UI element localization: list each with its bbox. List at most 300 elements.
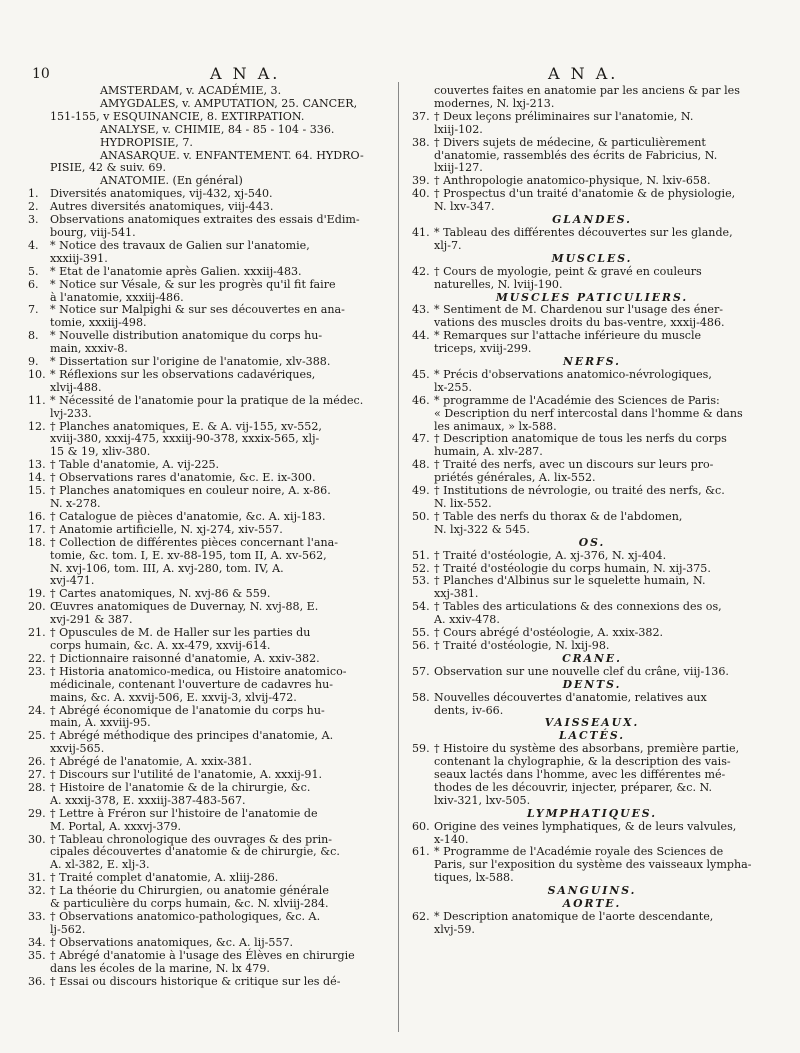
entry-number: 60.	[412, 819, 430, 833]
entry-line: M. Portal, A. xxxvj-379.	[50, 819, 182, 833]
entry-line: * Précis d'observations anatomico-névrologiques,	[434, 367, 712, 381]
entry-text	[434, 137, 772, 176]
entry-line: N. lxj-322 & 545.	[434, 522, 530, 536]
entry-line: xvj-471.	[50, 574, 95, 588]
entry-line: les animaux, » lx-588.	[434, 419, 557, 433]
entry-number: 12.	[28, 419, 46, 433]
entry-line: Paris, sur l'exposition du système des vaisseaux lympha-	[434, 858, 752, 872]
entry-line: corps humain, &c. A. xx-479, xxvij-614.	[50, 638, 271, 652]
entry-line: † Traité d'ostéologie, A. xj-376, N. xj-404.	[434, 548, 667, 562]
index-entry	[28, 769, 388, 782]
entry-number: 54.	[412, 600, 430, 614]
entry-line: * Sentiment de M. Chardenou sur l'usage des éner-	[434, 303, 724, 317]
header-line: ANALYSE, v. CHIMIE, 84 - 85 - 104 - 336.	[100, 122, 335, 136]
entry-number: 30.	[28, 832, 46, 846]
entry-line: xxj-381.	[434, 587, 479, 601]
entry-line: † Observations rares d'anatomie, &c. E. ix-300.	[50, 471, 316, 485]
section-heading: LYMPHATIQUES.	[527, 806, 657, 820]
entry-text	[50, 266, 388, 279]
entry-line: † Histoire du système des absorbans, première partie,	[434, 742, 740, 756]
entry-line: lvj-233.	[50, 406, 92, 420]
entry-line: thodes de les découvrir, injecter, préparer, &c. N.	[434, 780, 713, 794]
entry-text	[434, 846, 772, 885]
entry-number: 38.	[412, 135, 430, 149]
entry-line: † Abrégé économique de l'anatomie du corps hu-	[50, 703, 325, 717]
entry-text	[50, 976, 388, 989]
entry-line: xxvij-565.	[50, 742, 105, 756]
entry-text	[50, 330, 388, 356]
index-entry	[412, 666, 772, 679]
index-entry	[412, 692, 772, 718]
entry-line: † Cours de myologie, peint & gravé en couleurs	[434, 264, 702, 278]
entry-text	[50, 885, 388, 911]
index-entry	[412, 601, 772, 627]
entry-line: † Planches d'Albinus sur le squelette humain, N.	[434, 574, 706, 588]
entry-line: Nouvelles découvertes d'anatomie, relatives aux	[434, 690, 707, 704]
entry-number: 33.	[28, 910, 46, 923]
entry-number: 27.	[28, 768, 46, 782]
entry-number: 34.	[28, 935, 46, 949]
header-line: PISIE, 42 & suiv. 69.	[50, 161, 167, 175]
entry-line: † Dictionnaire raisonné d'anatomie, A. xxiv-382.	[50, 651, 320, 665]
entry-line: main, A. xxviij-95.	[50, 716, 151, 730]
index-entry	[412, 227, 772, 253]
entry-line: xviij-380, xxxij-475, xxxiij-90-378, xxxix-565, xlj-	[50, 432, 320, 446]
entry-line: xlj-7.	[434, 238, 462, 252]
entry-line: † Histoire de l'anatomie & de la chirurgie, &c.	[50, 780, 311, 794]
entry-line: xxxiij-391.	[50, 251, 108, 265]
entry-number: 16.	[28, 509, 46, 523]
entry-number: 31.	[28, 871, 46, 885]
entry-line: † Planches anatomiques, E. & A. vij-155, xv-552,	[50, 419, 322, 433]
entry-line: A. xl-382, E. xlj-3.	[50, 858, 150, 872]
entry-line: † Observations anatomiques, &c. A. lij-557.	[50, 935, 294, 949]
entry-line: † Deux leçons préliminaires sur l'anatomie, N.	[434, 109, 694, 123]
index-entry	[28, 537, 388, 589]
entry-text	[50, 808, 388, 834]
entry-line: † Prospectus d'un traité d'anatomie & de physiologie,	[434, 187, 736, 201]
index-entry	[28, 511, 388, 524]
entry-number: 59.	[412, 742, 430, 756]
entry-number: 10.	[28, 367, 46, 381]
entry-line: 15 & 19, xliv-380.	[50, 445, 151, 459]
entry-number: 61.	[412, 845, 430, 859]
entry-line: lxiij-102.	[434, 122, 483, 136]
entry-number: 3.	[28, 213, 39, 227]
entry-line: † Description anatomique de tous les nerfs du corps	[434, 432, 727, 446]
index-entry	[412, 743, 772, 808]
index-entry	[412, 550, 772, 563]
entry-line: † Discours sur l'utilité de l'anatomie, A. xxxij-91.	[50, 768, 323, 782]
entry-line: A. xxxij-378, E. xxxiij-387-483-567.	[50, 793, 246, 807]
index-entry	[28, 266, 388, 279]
entry-number: 47.	[412, 432, 430, 446]
entry-number: 19.	[28, 587, 46, 601]
section-heading: DENTS.	[562, 677, 622, 691]
entry-text	[434, 395, 772, 434]
entry-text	[434, 111, 772, 137]
entry-line: † Divers sujets de médecine, & particulièrement	[434, 135, 706, 149]
entry-number: 6.	[28, 277, 39, 291]
entry-text	[434, 821, 772, 847]
entry-text	[50, 666, 388, 705]
entry-number: 58.	[412, 690, 430, 704]
entry-line: * programme de l'Académie des Sciences de Paris:	[434, 393, 720, 407]
index-entry	[28, 653, 388, 666]
entry-line: tiques, lx-588.	[434, 871, 514, 885]
entry-text	[434, 743, 772, 808]
entry-number: 17.	[28, 522, 46, 536]
entry-line: cipales découvertes d'anatomie & de chirurgie, &c.	[50, 845, 340, 859]
index-entry	[412, 640, 772, 653]
index-entry	[28, 937, 388, 950]
entry-text	[50, 240, 388, 266]
entry-line: Observation sur une nouvelle clef du crâne, viij-136.	[434, 664, 729, 678]
entry-number: 45.	[412, 367, 430, 381]
index-entry	[28, 730, 388, 756]
entry-number: 37.	[412, 109, 430, 123]
entry-text	[50, 834, 388, 873]
entry-number: 44.	[412, 329, 430, 343]
entry-line: † Collection de différentes pièces concernant l'ana-	[50, 535, 338, 549]
entry-number: 1.	[28, 187, 39, 201]
entry-text	[434, 304, 772, 330]
entry-number: 15.	[28, 484, 46, 498]
entry-line: * Dissertation sur l'origine de l'anatomie, xlv-388.	[50, 355, 331, 369]
entry-number: 11.	[28, 393, 46, 407]
entry-line: lxiv-321, lxv-505.	[434, 793, 531, 807]
entry-number: 39.	[412, 174, 430, 188]
entry-line: à l'anatomie, xxxiij-486.	[50, 290, 184, 304]
section-heading: CRANE.	[562, 651, 622, 665]
index-entry	[28, 666, 388, 705]
index-entry	[28, 369, 388, 395]
entry-number: 53.	[412, 574, 430, 588]
running-head-right: A N A.	[548, 64, 619, 83]
index-entry	[412, 459, 772, 485]
entry-line: † Traité des nerfs, avec un discours sur leurs pro-	[434, 458, 714, 472]
entry-line: A. xxiv-478.	[434, 613, 500, 627]
entry-text	[434, 266, 772, 292]
index-entry	[28, 421, 388, 460]
index-entry	[28, 485, 388, 511]
index-entry	[28, 627, 388, 653]
entry-line: main, xxxiv-8.	[50, 342, 128, 356]
entry-text	[50, 705, 388, 731]
entry-line: N. lxv-347.	[434, 200, 495, 214]
entry-line: lj-562.	[50, 922, 86, 936]
entry-text	[50, 511, 388, 524]
index-entry	[412, 188, 772, 214]
entry-text	[434, 911, 772, 937]
entry-text	[434, 575, 772, 601]
index-entry	[28, 330, 388, 356]
entry-line: † Traité d'ostéologie du corps humain, N. xij-375.	[434, 561, 711, 575]
entry-text	[50, 395, 388, 421]
entry-line: tomie, &c. tom. I, E. xv-88-195, tom II, A. xv-562,	[50, 548, 327, 562]
entry-line: † Lettre à Fréron sur l'histoire de l'anatomie de	[50, 806, 318, 820]
entry-text	[434, 485, 772, 511]
index-entry	[412, 304, 772, 330]
entry-text	[434, 330, 772, 356]
entry-number: 56.	[412, 638, 430, 652]
index-entry	[28, 524, 388, 537]
entry-number: 62.	[412, 910, 430, 923]
entry-line: N. lix-552.	[434, 497, 492, 510]
entry-line: * Notice des travaux de Galien sur l'anatomie,	[50, 238, 310, 252]
index-entry	[28, 950, 388, 976]
left-header-block	[28, 85, 388, 188]
entry-text	[50, 279, 388, 305]
entry-line: vations des muscles droits du bas-ventre, xxxij-486.	[434, 316, 725, 330]
entry-text	[50, 356, 388, 369]
index-entry	[28, 240, 388, 266]
entry-text	[50, 950, 388, 976]
header-line: ANASARQUE. v. ENFANTEMENT. 64. HYDRO-	[100, 148, 364, 162]
entry-line: † Tableau chronologique des ouvrages & des prin-	[50, 832, 333, 846]
section-heading: OS.	[578, 535, 606, 549]
index-entry	[412, 369, 772, 395]
entry-number: 5.	[28, 264, 39, 278]
entry-number: 40.	[412, 187, 430, 201]
index-entry	[412, 575, 772, 601]
index-entry	[28, 304, 388, 330]
index-entry	[28, 885, 388, 911]
entry-line: Diversités anatomiques, vij-432, xj-540.	[50, 187, 273, 201]
entry-number: 4.	[28, 238, 39, 252]
entry-text	[434, 692, 772, 718]
entry-line: humain, A. xlv-287.	[434, 445, 543, 459]
entry-line: xvj-291 & 387.	[50, 613, 133, 627]
entry-number: 2.	[28, 200, 39, 214]
entry-line: † Abrégé de l'anatomie, A. xxix-381.	[50, 755, 252, 769]
entry-text	[50, 730, 388, 756]
entry-text	[50, 214, 388, 240]
entry-line: seaux lactés dans l'homme, avec les différentes mé-	[434, 768, 726, 782]
entry-line: † Anatomie artificielle, N. xj-274, xiv-557.	[50, 522, 283, 536]
index-entry	[28, 214, 388, 240]
entry-line: d'anatomie, rassemblés des écrits de Fabricius, N.	[434, 148, 718, 162]
entry-number: 51.	[412, 548, 430, 562]
section-heading: MUSCLES.	[551, 251, 633, 265]
entry-line: † Traité complet d'anatomie, A. xliij-286.	[50, 871, 279, 885]
index-entry	[412, 266, 772, 292]
entry-line: † Planches anatomiques en couleur noire, A. x-86.	[50, 484, 331, 498]
entry-line: N. x-278.	[50, 497, 101, 510]
entry-text	[434, 511, 772, 537]
entry-number: 22.	[28, 651, 46, 665]
entry-line: † Opuscules de M. de Haller sur les parties du	[50, 626, 311, 640]
entry-line: lx-255.	[434, 380, 473, 394]
entry-text	[434, 601, 772, 627]
entry-line: bourg, viij-541.	[50, 225, 136, 239]
right-column	[412, 85, 772, 937]
entry-line: lxiij-127.	[434, 161, 483, 175]
entry-text	[434, 666, 772, 679]
entry-number: 57.	[412, 664, 430, 678]
index-entry	[412, 511, 772, 537]
index-entry	[412, 821, 772, 847]
entry-number: 18.	[28, 535, 46, 549]
entry-number: 28.	[28, 780, 46, 794]
entry-line: tomie, xxxiij-498.	[50, 316, 147, 330]
entry-text	[50, 524, 388, 537]
entry-line: naturelles, N. lviij-190.	[434, 277, 563, 291]
entry-line: † Cartes anatomiques, N. xvj-86 & 559.	[50, 587, 271, 601]
entry-line: * Notice sur Malpighi & sur ses découvertes en ana-	[50, 303, 345, 317]
entry-text	[434, 227, 772, 253]
entry-text	[50, 421, 388, 460]
section-heading: GLANDES.	[552, 213, 632, 227]
index-entry	[28, 782, 388, 808]
entry-text	[434, 640, 772, 653]
entry-line: priétés générales, A. lix-552.	[434, 471, 596, 485]
entry-line: * Description anatomique de l'aorte descendante,	[434, 910, 714, 923]
index-entry	[412, 330, 772, 356]
entry-line: † Historia anatomico-medica, ou Histoire anatomico-	[50, 664, 347, 678]
entry-line: † Abrégé d'anatomie à l'usage des Élèves en chirurgie	[50, 948, 355, 962]
entry-line: † La théorie du Chirurgien, ou anatomie générale	[50, 884, 329, 898]
right-entry-list	[412, 111, 772, 937]
section-heading: SANGUINS.	[547, 884, 637, 898]
continuation-block	[412, 85, 772, 111]
running-head-left: A N A.	[210, 64, 281, 83]
entry-text	[434, 459, 772, 485]
index-entry	[412, 485, 772, 511]
entry-text	[50, 911, 388, 937]
header-line: HYDROPISIE, 7.	[100, 135, 193, 149]
entry-line: Observations anatomiques extraites des essais d'Edim-	[50, 213, 360, 227]
entry-line: xlvj-59.	[434, 922, 475, 936]
header-line: AMSTERDAM, v. ACADÉMIE, 3.	[100, 84, 282, 97]
index-entry	[28, 279, 388, 305]
entry-line: † Anthropologie anatomico-physique, N. lxiv-658.	[434, 174, 711, 188]
index-entry	[412, 846, 772, 885]
entry-text	[434, 369, 772, 395]
entry-line: * Réflexions sur les observations cadavériques,	[50, 367, 316, 381]
index-entry	[28, 356, 388, 369]
entry-number: 7.	[28, 303, 39, 317]
entry-line: dents, iv-66.	[434, 703, 504, 717]
index-entry	[28, 601, 388, 627]
entry-line: Origine des veines lymphatiques, & de leurs valvules,	[434, 819, 737, 833]
entry-number: 35.	[28, 948, 46, 962]
entry-number: 21.	[28, 626, 46, 640]
entry-text	[434, 550, 772, 563]
entry-number: 23.	[28, 664, 46, 678]
entry-text	[50, 627, 388, 653]
index-entry	[28, 976, 388, 989]
entry-line: N. xvj-106, tom. III, A. xvj-280, tom. IV, A.	[50, 561, 284, 575]
entry-number: 14.	[28, 471, 46, 485]
section-heading: VAISSEAUX.	[544, 716, 640, 730]
entry-line: † Observations anatomico-pathologiques, &c. A.	[50, 910, 321, 923]
entry-line: † Catalogue de pièces d'anatomie, &c. A. xij-183.	[50, 509, 326, 523]
entry-number: 52.	[412, 561, 430, 575]
entry-text	[50, 782, 388, 808]
entry-number: 48.	[412, 458, 430, 472]
index-entry	[28, 395, 388, 421]
entry-number: 42.	[412, 264, 430, 278]
index-entry	[28, 705, 388, 731]
section-heading: LACTÉS.	[559, 729, 625, 743]
entry-line: * Notice sur Vésale, & sur les progrès qu'il fit faire	[50, 277, 336, 291]
left-column	[28, 85, 388, 988]
entry-number: 9.	[28, 355, 39, 369]
entry-line: x-140.	[434, 832, 469, 846]
index-entry	[412, 433, 772, 459]
entry-number: 41.	[412, 225, 430, 239]
entry-line: médicinale, contenant l'ouverture de cadavres hu-	[50, 677, 334, 691]
entry-line: & particulière du corps humain, &c. N. xlviij-284.	[50, 897, 329, 911]
entry-line: Œuvres anatomiques de Duvernay, N. xvj-88, E.	[50, 600, 319, 614]
entry-number: 49.	[412, 484, 430, 498]
entry-number: 29.	[28, 806, 46, 820]
index-entry	[412, 111, 772, 137]
page-number: 10	[32, 66, 50, 82]
entry-text	[50, 601, 388, 627]
entry-line: * Nécessité de l'anatomie pour la pratique de la médec.	[50, 393, 364, 407]
entry-text	[50, 537, 388, 589]
entry-line: * Remarques sur l'attache inférieure du muscle	[434, 329, 702, 343]
entry-number: 13.	[28, 458, 46, 472]
entry-number: 32.	[28, 884, 46, 898]
entry-text	[50, 304, 388, 330]
index-entry	[412, 395, 772, 434]
entry-line: * Nouvelle distribution anatomique du corps hu-	[50, 329, 323, 343]
header-line: ANATOMIE. (En général)	[100, 174, 243, 188]
continuation-line: modernes, N. lxj-213.	[434, 96, 555, 110]
entry-number: 20.	[28, 600, 46, 614]
entry-line: mains, &c. A. xxvij-506, E. xxvij-3, xlvij-472.	[50, 690, 297, 704]
entry-number: 50.	[412, 509, 430, 523]
entry-line: « Description du nerf intercostal dans l'homme & dans	[434, 406, 743, 420]
header-line: AMYGDALES, v. AMPUTATION, 25. CANCER,	[100, 96, 358, 110]
entry-line: * Programme de l'Académie royale des Sciences de	[434, 845, 724, 859]
section-heading: NERFS.	[563, 355, 621, 369]
section-heading: AORTE.	[562, 897, 622, 911]
entry-number: 26.	[28, 755, 46, 769]
entry-line: † Cours abrégé d'ostéologie, A. xxix-382.	[434, 626, 664, 640]
entry-text	[434, 433, 772, 459]
entry-line: † Table des nerfs du thorax & de l'abdomen,	[434, 509, 683, 523]
entry-text	[50, 485, 388, 511]
entry-line: † Traité d'ostéologie, N. lxij-98.	[434, 638, 610, 652]
entry-line: triceps, xviij-299.	[434, 342, 532, 356]
entry-text	[50, 769, 388, 782]
entry-line: † Abrégé méthodique des principes d'anatomie, A.	[50, 729, 334, 743]
entry-line: † Table d'anatomie, A. vij-225.	[50, 458, 220, 472]
entry-number: 55.	[412, 626, 430, 640]
entry-line: † Institutions de névrologie, ou traité des nerfs, &c.	[434, 484, 725, 498]
entry-number: 24.	[28, 703, 46, 717]
entry-text	[50, 937, 388, 950]
section-heading: MUSCLES PATICULIERS.	[495, 290, 689, 304]
entry-line: † Essai ou discours historique & critique sur les dé-	[50, 974, 341, 988]
continuation-line: couvertes faites en anatomie par les anciens & par les	[434, 84, 740, 97]
entry-line: contenant la chylographie, & la description des vais-	[434, 755, 731, 769]
entry-line: dans les écoles de la marine, N. lx 479.	[50, 961, 270, 975]
entry-number: 8.	[28, 329, 39, 343]
index-entry	[28, 834, 388, 873]
index-entry	[412, 911, 772, 937]
index-entry	[28, 808, 388, 834]
entry-text	[50, 653, 388, 666]
entry-number: 25.	[28, 729, 46, 743]
entry-line: † Tables des articulations & des connexions des os,	[434, 600, 722, 614]
entry-line: * Etat de l'anatomie après Galien. xxxiij-483.	[50, 264, 302, 278]
entry-line: xlvij-488.	[50, 380, 102, 394]
